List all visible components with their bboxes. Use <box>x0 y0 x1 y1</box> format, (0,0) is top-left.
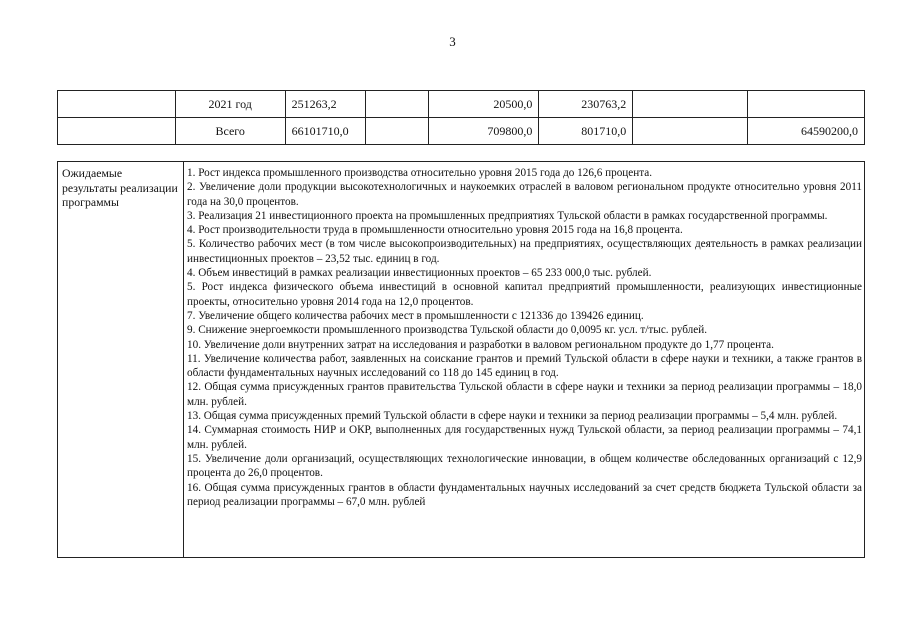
budget-year-label: 2021 год <box>175 91 285 118</box>
results-table <box>57 161 865 558</box>
budget-empty-cell <box>58 118 176 145</box>
budget-row-2021 <box>58 91 865 118</box>
budget-col6-value: 64590200,0 <box>748 118 865 145</box>
budget-col6-value <box>748 91 865 118</box>
results-row <box>58 162 865 558</box>
budget-col3-value: 709800,0 <box>429 118 539 145</box>
budget-table <box>57 90 865 145</box>
result-item-15: 15. Увеличение доли организаций, осуществляющих технологические инновации, в общем количестве обследованных организаций с 12,9 процента до 26,0 процентов. <box>187 452 862 480</box>
budget-col4-value: 801710,0 <box>539 118 633 145</box>
results-label: Ожидаемые результаты реализации программы <box>58 162 184 558</box>
result-item-12: 12. Общая сумма присужденных грантов правительства Тульской области в сфере науки и техники за период реализации программы – 18,0 млн. рублей. <box>187 381 862 408</box>
budget-col2-value <box>365 91 429 118</box>
result-item-14: 14. Суммарная стоимость НИР и ОКР, выполненных для государственных нужд Тульской области, за период реализации программы – 74,1 млн. рублей. <box>187 424 862 451</box>
budget-col5-value <box>633 91 748 118</box>
budget-row-total <box>58 118 865 145</box>
budget-col3-value: 20500,0 <box>429 91 539 118</box>
result-item-5: 5. Количество рабочих мест (в том числе высокопроизводительных) на предприятиях, осуществляющих деятельность в рамках реализации инвестиционных проектов – 23,52 тыс. единиц в год. <box>187 238 862 265</box>
result-item-10: 10. Увеличение доли внутренних затрат на исследования и разработки в валовом региональном продукте до 1,77 процента. <box>187 338 774 351</box>
result-item-7: 5. Рост индекса физического объема инвестиций в основной капитал предприятий промышленности, реализующих инвестиционные проекты, относительно уровня 2014 года на 12,0 процентов. <box>187 281 862 308</box>
budget-col4-value: 230763,2 <box>539 91 633 118</box>
budget-col5-value <box>633 118 748 145</box>
budget-empty-cell <box>58 91 176 118</box>
result-item-9: 9. Снижение энергоемкости промышленного производства Тульской области до 0,0095 кг. усл. т/тыс. рублей. <box>187 324 708 337</box>
budget-col2-value <box>365 118 429 145</box>
result-item-3: 3. Реализация 21 инвестиционного проекта на промышленных предприятиях Тульской области в рамках государственной программы. <box>187 209 828 222</box>
results-items <box>184 162 865 558</box>
result-item-2: 2. Увеличение доли продукции высокотехнологичных и наукоемких отраслей в валовом региональном продукте относительно уровня 2011 года на 30,0 процентов. <box>187 181 862 208</box>
result-item-13: 13. Общая сумма присужденных премий Тульской области в сфере науки и техники за период реализации программы – 5,4 млн. рублей. <box>187 410 838 423</box>
result-item-16: 16. Общая сумма присужденных грантов в области фундаментальных научных исследований за счет средств бюджета Тульской области за период реализации программы – 67,0 млн. рублей <box>187 481 862 508</box>
result-item-6: 4. Объем инвестиций в рамках реализации инвестиционных проектов – 65 233 000,0 тыс. рублей. <box>187 267 652 280</box>
result-item-8: 7. Увеличение общего количества рабочих мест в промышленности с 121336 до 139426 единиц. <box>187 309 644 322</box>
result-item-4: 4. Рост производительности труда в промышленности относительно уровня 2015 года на 16,8 процента. <box>187 224 683 237</box>
result-item-1: 1. Рост индекса промышленного производства относительно уровня 2015 года до 126,6 процента. <box>187 167 653 179</box>
page-number: 3 <box>449 34 456 49</box>
budget-year-label: Всего <box>175 118 285 145</box>
budget-total-value: 66101710,0 <box>285 118 365 145</box>
result-item-11: 11. Увеличение количества работ, заявленных на соискание грантов и премий Тульской области в сфере науки и техники, а также грантов в области фундаментальных научных исследований со 118 до 145 единиц в год. <box>187 352 862 380</box>
budget-total-value: 251263,2 <box>285 91 365 118</box>
